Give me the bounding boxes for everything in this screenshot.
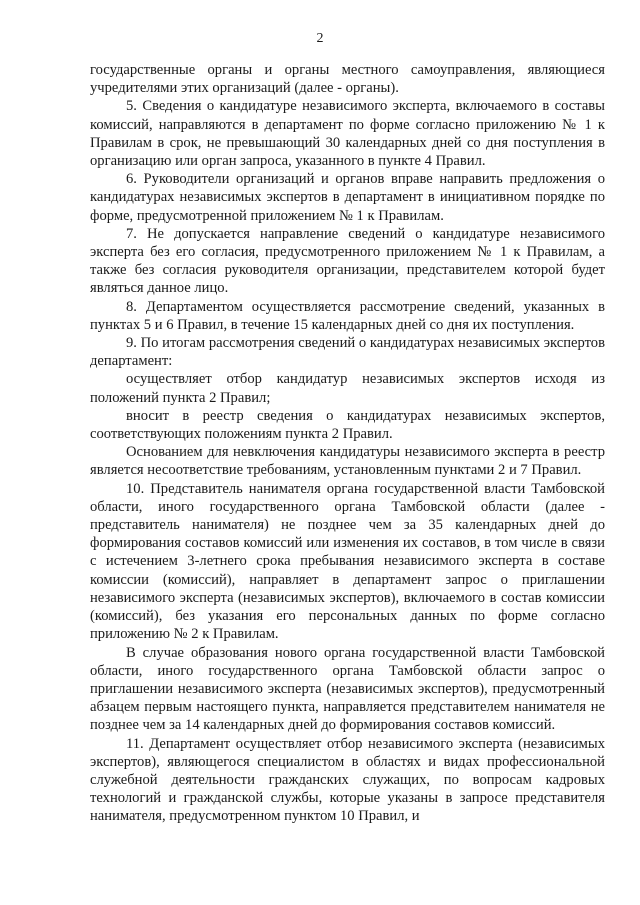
paragraph: государственные органы и органы местного самоуправления, являющиеся учредителями этих организаций (далее - органы).: [90, 62, 605, 97]
paragraph: 10. Представитель нанимателя органа государственной власти Тамбовской области, иного государственного органа Тамбовской области (далее - представитель нанимателя) не позднее чем за 35 календарных дней до формирования составов комиссий или изменения их составов, в том числе в связи с истечением 3-летнего срока пребывания независимого эксперта в составе комиссии (комиссий), направляет в департамент запрос о приглашении независимого эксперта (независимых экспертов), включаемого в состав комиссии (комиссий), без указания его персональных данных по форме согласно приложению № 2 к Правилам.: [90, 480, 605, 643]
paragraph: 9. По итогам рассмотрения сведений о кандидатурах независимых экспертов департамент:: [90, 335, 605, 370]
paragraph: 5. Сведения о кандидатуре независимого эксперта, включаемого в составы комиссий, направляются в департамент по форме согласно приложению № 1 к Правилам в срок, не превышающий 30 календарных дней со дня поступления в организацию или орган запроса, указанного в пункте 4 Правил.: [90, 98, 605, 170]
paragraph: 8. Департаментом осуществляется рассмотрение сведений, указанных в пунктах 5 и 6 Правил, в течение 15 календарных дней со дня их поступления.: [90, 298, 605, 333]
paragraph: вносит в реестр сведения о кандидатурах независимых экспертов, соответствующих положениям пункта 2 Правил.: [90, 407, 605, 443]
page-number: 2: [316, 31, 324, 46]
paragraph: 6. Руководители организаций и органов вправе направить предложения о кандидатурах независимых экспертов в департамент в инициативном порядке по форме, предусмотренной приложением № 1 к Правилам.: [90, 171, 605, 224]
paragraph: 7. Не допускается направление сведений о кандидатуре независимого эксперта без его согласия, предусмотренного приложением № 1 к Правилам, а также без согласия руководителя организации, представителем которой будет являться данное лицо.: [90, 225, 605, 297]
paragraph: В случае образования нового органа государственной власти Тамбовской области, иного государственного органа Тамбовской области запрос о приглашении независимого эксперта (независимых экспертов), предусмотренный абзацем первым настоящего пункта, направляется представителем нанимателя не позднее чем за 14 календарных дней до формирования составов комиссий.: [90, 644, 605, 734]
paragraph: Основанием для невключения кандидатуры независимого эксперта в реестр является несоответствие требованиям, установленным пунктами 2 и 7 Правил.: [90, 444, 605, 479]
paragraph: 11. Департамент осуществляет отбор независимого эксперта (независимых экспертов), являющегося специалистом в областях и видах профессиональной служебной деятельности гражданских служащих, по вопросам кадровых технологий и гражданской службы, которые указаны в запросе представителя нанимателя, предусмотренном пунктом 10 Правил, и: [90, 735, 605, 825]
paragraph: осуществляет отбор кандидатур независимых экспертов исходя из положений пункта 2 Правил;: [90, 371, 605, 406]
document-body: [90, 61, 605, 826]
